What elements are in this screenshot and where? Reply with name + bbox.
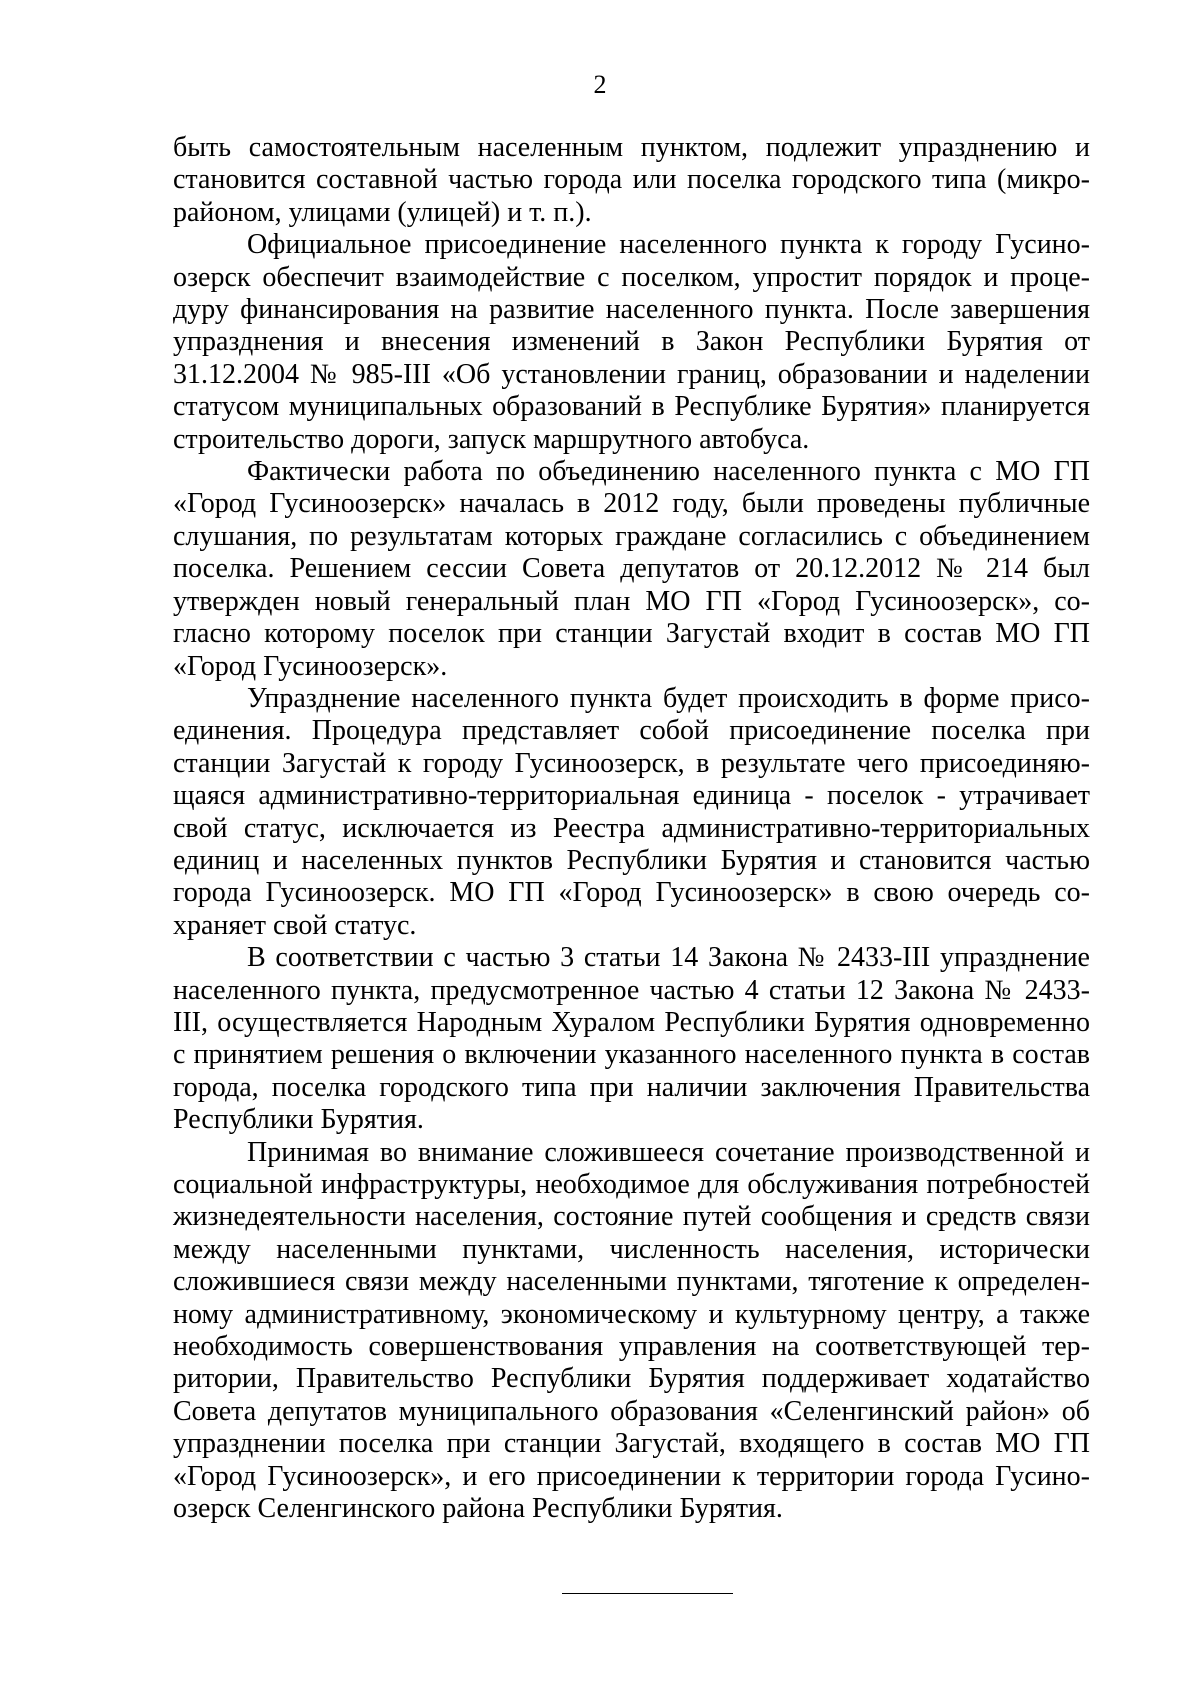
paragraph-government-support: Принимая во внимание сложившееся сочетание производственной и социальной инфраструктуры, необходимое для обслуживания потребностей жизнедеятельности населения, состояние путей сообщения и средств связи между населенными пунктами, численность населения, исторически сложившиеся связи между населенными пунктами, тяготение к определенному административному, экономическому и культурному центру, а также необходимость совершенствования управления на соответствующей территории, Правительство Республики Бурятия поддерживает ходатайство Совета депутатов муниципального образования «Селенгинский район» об упразднении поселка при станции Загустай, входящего в состав МО ГП «Город Гусиноозерск», и его присоединении к территории города Гусиноозерск Селенгинского района Республики Бурятия. <box>173 1136 1090 1525</box>
paragraph-abolition-procedure: Упразднение населенного пункта будет происходить в форме присоединения. Процедура представляет собой присоединение поселка при станции Загустай к городу Гусиноозерск, в результате чего присоединяющаяся административно-территориальная единица - поселок - утрачивает свой статус, исключается из Реестра административно-территориальных единиц и населенных пунктов Республики Бурятия и становится частью города Гусиноозерск. МО ГП «Город Гусиноозерск» в свою очередь сохраняет свой статус. <box>173 682 1090 941</box>
paragraph-official-annexation: Официальное присоединение населенного пункта к городу Гусиноозерск обеспечит взаимодействие с поселком, упростит порядок и процедуру финансирования на развитие населенного пункта. После завершения упразднения и внесения изменений в Закон Республики Бурятия от 31.12.2004 № 985-III «Об установлении границ, образовании и наделении статусом муниципальных образований в Республике Бурятия» планируется строительство дороги, запуск маршрутного автобуса. <box>173 229 1090 455</box>
paragraph-unification-history: Фактически работа по объединению населенного пункта с МО ГП «Город Гусиноозерск» началась в 2012 году, были проведены публичные слушания, по результатам которых граждане согласились с объединением поселка. Решением сессии Совета депутатов от 20.12.2012 № 214 был утвержден новый генеральный план МО ГП «Город Гусиноозерск», согласно которому поселок при станции Загустай входит в состав МО ГП «Город Гусиноозерск». <box>173 456 1090 682</box>
page-number: 2 <box>593 70 607 99</box>
document-body <box>173 132 1090 1525</box>
paragraph-continuation: быть самостоятельным населенным пунктом, подлежит упразднению и становится составной частью города или поселка городского типа (микрорайоном, улицами (улицей) и т. п.). <box>173 132 1090 228</box>
paragraph-legal-basis: В соответствии с частью 3 статьи 14 Закона № 2433-III упразднение населенного пункта, предусмотренное частью 4 статьи 12 Закона № 2433-III, осуществляется Народным Хуралом Республики Бурятия одновременно с принятием решения о включении указанного населенного пункта в состав города, поселка городского типа при наличии заключения Правительства Республики Бурятия. <box>173 942 1090 1136</box>
end-of-text-rule <box>562 1593 733 1594</box>
